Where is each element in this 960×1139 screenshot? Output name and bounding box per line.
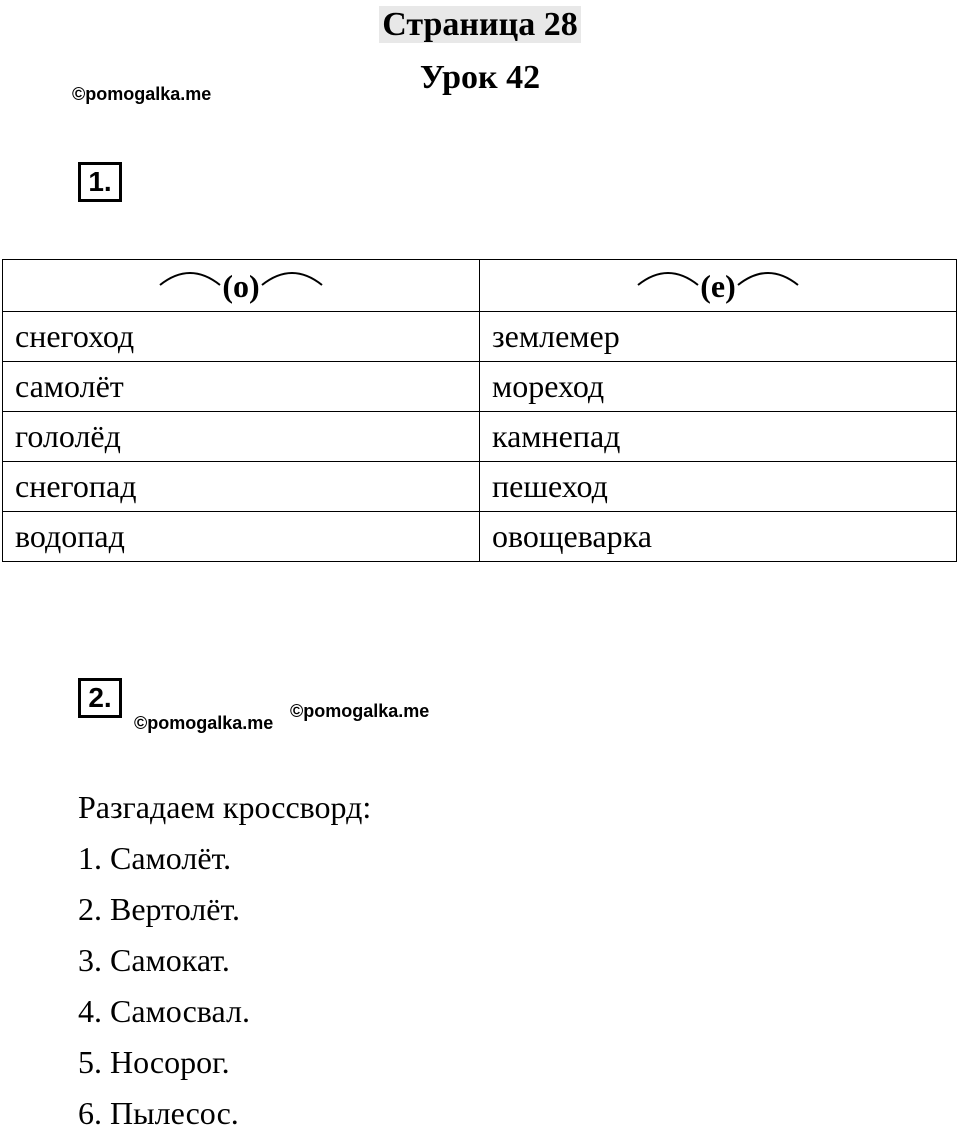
arc-icon <box>636 267 700 287</box>
lesson-title: Урок 42 <box>419 59 541 96</box>
crossword-answers <box>78 782 371 1139</box>
page-title: Страница 28 <box>0 2 960 48</box>
arc-icon <box>736 267 800 287</box>
table-row <box>3 362 957 412</box>
list-item: 1. Самолёт. <box>78 840 232 876</box>
watermark: ©pomogalka.me <box>72 84 212 104</box>
table-cell: гололёд <box>3 412 480 462</box>
list-item: 6. Пылесос. <box>78 1095 239 1131</box>
table-cell: камнепад <box>480 412 957 462</box>
table-header-row <box>3 260 957 312</box>
arc-icon <box>260 267 324 287</box>
task-2-number: 2. <box>78 678 122 718</box>
task-1-number: 1. <box>78 162 122 202</box>
column-header-e <box>480 260 957 312</box>
table-cell: снегоход <box>3 312 480 362</box>
column-header-o <box>3 260 480 312</box>
watermark: ©pomogalka.me <box>290 701 430 721</box>
table-cell: самолёт <box>3 362 480 412</box>
list-item: 5. Носорог. <box>78 1044 230 1080</box>
answers-table <box>2 259 957 562</box>
watermark: ©pomogalka.me <box>134 713 274 733</box>
table-cell: пешеход <box>480 462 957 512</box>
crossword-intro: Разгадаем кроссворд: <box>78 789 372 825</box>
table-row <box>3 462 957 512</box>
list-item: 2. Вертолёт. <box>78 891 241 927</box>
list-item: 4. Самосвал. <box>78 993 250 1029</box>
column-header-label: (е) <box>700 267 736 304</box>
table-row <box>3 412 957 462</box>
table-row <box>3 312 957 362</box>
table-cell: мореход <box>480 362 957 412</box>
table-cell: овощеварка <box>480 512 957 562</box>
table-cell: землемер <box>480 312 957 362</box>
table-cell: водопад <box>3 512 480 562</box>
list-item: 3. Самокат. <box>78 942 230 978</box>
table-cell: снегопад <box>3 462 480 512</box>
arc-icon <box>158 267 222 287</box>
table-row <box>3 512 957 562</box>
column-header-label: (о) <box>222 267 260 304</box>
